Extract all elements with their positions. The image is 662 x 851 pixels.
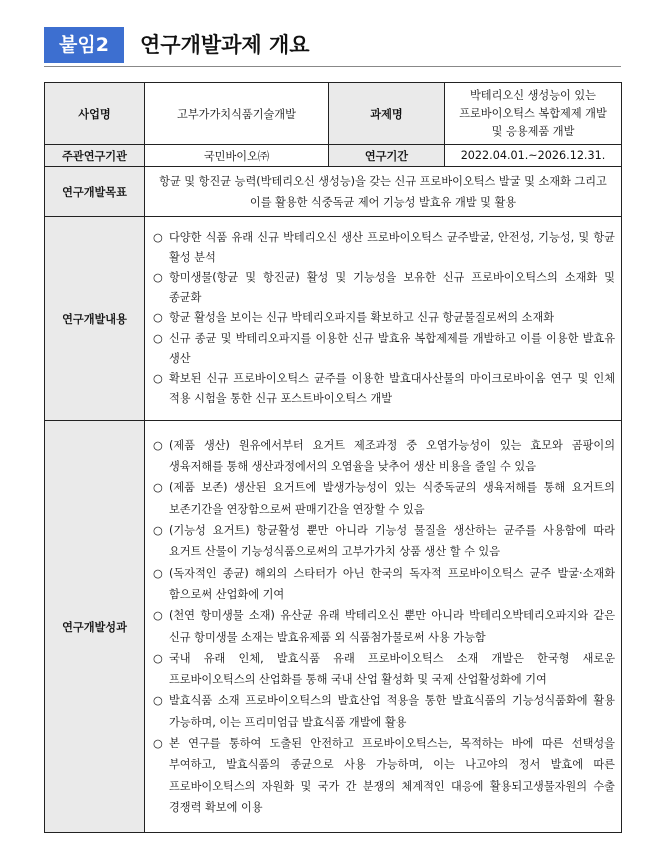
list-item-text: 항미생물(항균 및 항진균) 활성 및 기능성을 보유한 신규 프로바이오틱스의 소재화 및 종균화 — [169, 270, 615, 305]
page-title: 연구개발과제 개요 — [140, 33, 310, 57]
list-item — [153, 369, 615, 409]
list-item-text: 신규 종균 및 박테리오파지를 이용한 신규 발효유 복합제제를 개발하고 이를 이용한 발효유 생산 — [169, 331, 615, 365]
list-item — [153, 648, 615, 691]
circle-bullet-icon: ○ — [153, 438, 163, 452]
table-row — [45, 145, 622, 167]
period-value: 2022.04.01.~2026.12.31. — [445, 145, 622, 167]
list-item-text: (제품 보존) 생산된 요거트에 발생가능성이 있는 식중독균의 생육저해를 통해 요거트의 보존기간을 연장함으로써 판매기간을 연장할 수 있음 — [169, 481, 615, 516]
list-item-text: (기능성 요거트) 항균활성 뿐만 아니라 기능성 물질을 생산하는 균주를 사용함에 따라 요거트 산물이 기능성식품으로써의 고부가가치 상품 생산 할 수 있음 — [169, 524, 615, 559]
list-item-text: 발효식품 소재 프로바이오틱스의 발효산업 적용을 통한 발효식품의 기능성식품화에 활용 가능하며, 이는 프리미엄급 발효식품 개발에 활용 — [169, 694, 615, 729]
list-item — [153, 308, 615, 328]
circle-bullet-icon: ○ — [153, 609, 163, 623]
list-item — [153, 563, 615, 606]
circle-bullet-icon: ○ — [153, 566, 163, 580]
list-item — [153, 268, 615, 308]
list-item — [153, 477, 615, 520]
content-cell — [145, 217, 622, 421]
list-item — [153, 228, 615, 268]
circle-bullet-icon: ○ — [153, 694, 163, 708]
project-value — [445, 83, 622, 145]
circle-bullet-icon: ○ — [153, 651, 163, 665]
list-item-text: 항균 활성을 보이는 신규 박테리오파지를 확보하고 신규 항균물질로써의 소재화 — [169, 311, 555, 325]
period-label: 연구기간 — [329, 145, 445, 167]
goal-value — [145, 167, 622, 217]
project-overview-table — [44, 82, 622, 833]
attachment-badge: 붙임2 — [44, 27, 124, 63]
list-item-text: (제품 생산) 원유에서부터 요거트 제조과정 중 오염가능성이 있는 효모와 곰팡이의 생육저해를 통해 생산과정에서의 오염율을 낮추어 생산 비용을 줄일 수 있음 — [169, 438, 615, 474]
circle-bullet-icon: ○ — [153, 736, 163, 750]
list-item — [153, 520, 615, 563]
list-item-text: 확보된 신규 프로바이오틱스 균주를 이용한 발효대사산물의 마이크로바이옴 연구 및 인체 적용 시험을 통한 신규 포스트바이오틱스 개발 — [169, 372, 615, 406]
circle-bullet-icon: ○ — [153, 230, 163, 244]
circle-bullet-icon: ○ — [153, 311, 163, 325]
list-item-text: (천연 항미생물 소재) 유산균 유래 박테리오신 뿐만 아니라 박테리오박테리오파지와 같은 신규 항미생물 소재는 발효유제품 외 식품첨가물로써 사용 가능함 — [169, 609, 615, 644]
table-row — [45, 83, 622, 145]
goal-text: 항균 및 항진균 능력(박테리오신 생성능)을 갖는 신규 프로바이오틱스 발굴 및 소재화 그리고 이를 활용한 식중독균 제어 기능성 발효유 개발 및 활용 — [159, 174, 607, 209]
goal-label: 연구개발목표 — [45, 167, 145, 217]
table-row — [45, 217, 622, 421]
org-value: 국민바이오㈜ — [145, 145, 329, 167]
table-row — [45, 421, 622, 833]
business-value: 고부가가치식품기술개발 — [145, 83, 329, 145]
result-label: 연구개발성과 — [45, 421, 145, 833]
project-value-line: 박테리오신 생성능이 있는 — [470, 88, 596, 102]
project-value-line: 프로바이오틱스 복합제제 개발 — [459, 106, 607, 120]
content-list — [145, 226, 621, 412]
list-item — [153, 435, 615, 478]
circle-bullet-icon: ○ — [153, 524, 163, 538]
business-label: 사업명 — [45, 83, 145, 145]
org-label: 주관연구기관 — [45, 145, 145, 167]
list-item — [153, 690, 615, 733]
table-row — [45, 167, 622, 217]
circle-bullet-icon: ○ — [153, 481, 163, 495]
project-label: 과제명 — [329, 83, 445, 145]
page-header — [44, 27, 620, 65]
circle-bullet-icon: ○ — [153, 270, 163, 284]
project-value-line: 및 응용제품 개발 — [491, 124, 575, 138]
content-label: 연구개발내용 — [45, 217, 145, 421]
circle-bullet-icon: ○ — [153, 331, 163, 345]
circle-bullet-icon: ○ — [153, 372, 163, 385]
list-item — [153, 605, 615, 648]
list-item-text: (독자적인 종균) 해외의 스타터가 아닌 한국의 독자적 프로바이오틱스 균주 발굴·소재화 함으로써 산업화에 기여 — [169, 566, 615, 601]
header-divider — [44, 66, 621, 67]
list-item-text: 다양한 식품 유래 신규 박테리오신 생산 프로바이오틱스 균주발굴, 안전성, 기능성, 및 항균 활성 분석 — [169, 230, 615, 264]
result-list — [145, 433, 621, 820]
result-cell — [145, 421, 622, 833]
list-item — [153, 733, 615, 818]
list-item-text: 본 연구를 통하여 도출된 안전하고 프로바이오틱스는, 목적하는 바에 따른 선택성을 부여하고, 발효식품의 종균으로 사용 가능하며, 이는 나고야의 정서 발효에 따른 프로바이오틱스의 자원화 및 국가 간 분쟁의 체계적인 대응에 활용되고생물자원의 수출 경쟁력 확보에 이용 — [169, 736, 615, 814]
list-item-text: 국내 유래 인체, 발효식품 유래 프로바이오틱스 소재 개발은 한국형 새로운 프로바이오틱스의 산업화를 통해 국내 산업 활성화 및 국제 산업활성화에 기여 — [169, 651, 615, 687]
list-item — [153, 329, 615, 369]
